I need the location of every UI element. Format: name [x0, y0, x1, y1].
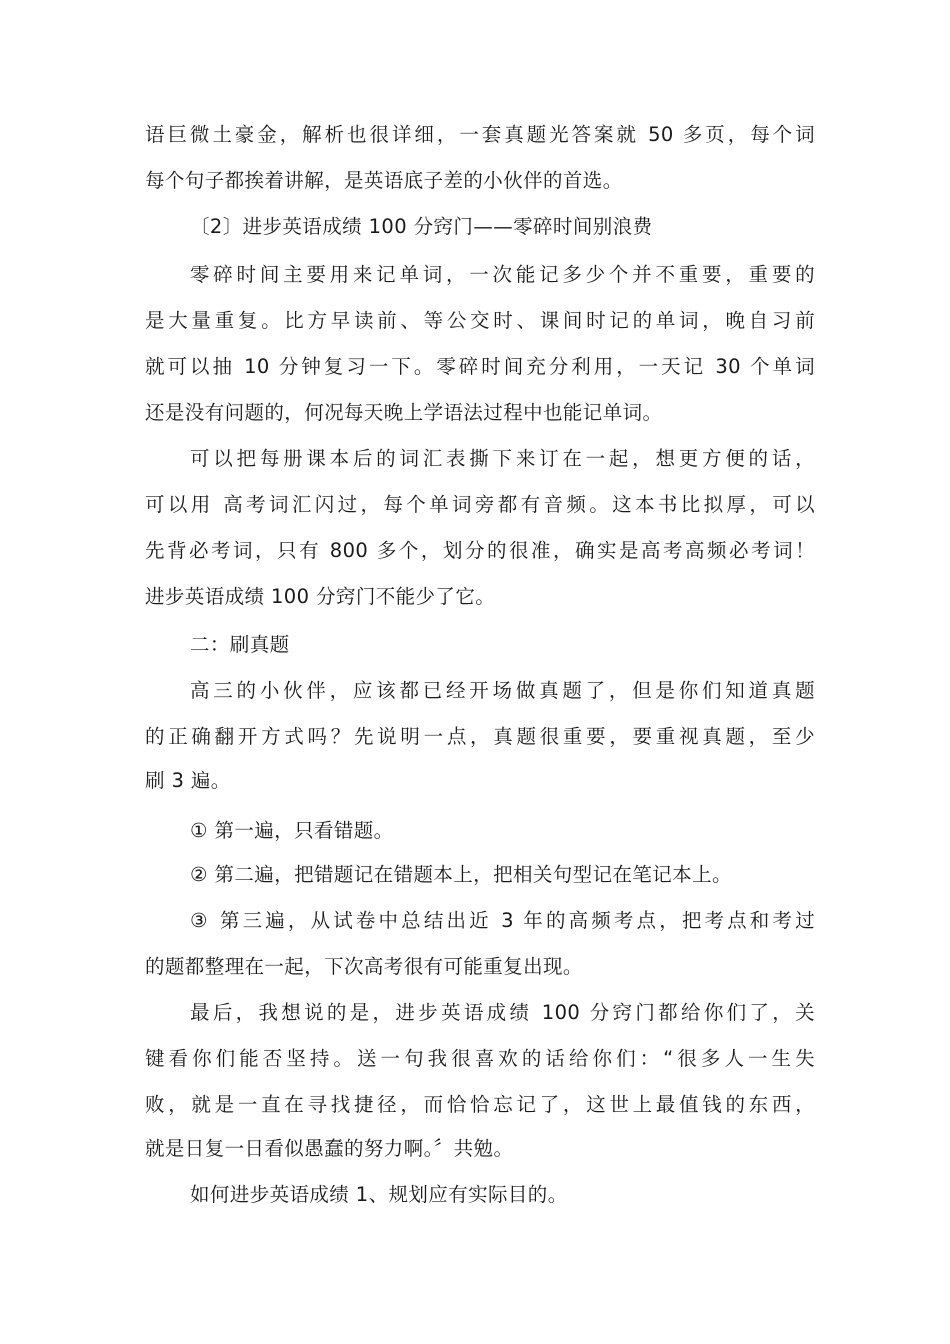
- paragraph-line: 最后，我想说的是，进步英语成绩 100 分窍门都给你们了，关: [190, 1001, 815, 1024]
- section-heading: 二：刷真题: [190, 633, 290, 656]
- list-item: ③ 第三遍，从试卷中总结出近 3 年的高频考点，把考点和考过: [190, 909, 815, 932]
- paragraph-line: 就可以抽 10 分钟复习一下。零碎时间充分利用，一天记 30 个单词: [145, 355, 815, 378]
- paragraph-line: 的题都整理在一起，下次高考很有可能重复出现。: [145, 955, 583, 978]
- paragraph-line: 先背必考词，只有 800 多个，划分的很准，确实是高考高频必考词！: [145, 539, 815, 562]
- paragraph-line: 可以用 高考词汇闪过，每个单词旁都有音频。这本书比拟厚，可以: [145, 493, 815, 516]
- paragraph-line: 键看你们能否坚持。送一句我很喜欢的话给你们：“很多人一生失: [145, 1047, 815, 1070]
- paragraph-line: 语巨微土豪金，解析也很详细，一套真题光答案就 50 多页，每个词: [145, 123, 815, 146]
- paragraph-line: 是大量重复。比方早读前、等公交时、课间时记的单词，晚自习前: [145, 309, 815, 332]
- paragraph-line: 每个句子都挨着讲解，是英语底子差的小伙伴的首选。: [145, 169, 623, 192]
- paragraph-line: 就是日复一日看似愚蠢的努力啊。〞共勉。: [145, 1137, 514, 1160]
- paragraph-line: 进步英语成绩 100 分窍门不能少了它。: [145, 585, 496, 608]
- paragraph-line: 可以把每册课本后的词汇表撕下来订在一起，想更方便的话，: [190, 447, 815, 470]
- paragraph-line: 如何进步英语成绩 1、规划应有实际目的。: [190, 1183, 568, 1206]
- list-item: ② 第二遍，把错题记在错题本上，把相关句型记在笔记本上。: [190, 863, 732, 886]
- paragraph-line: 的正确翻开方式吗？先说明一点，真题很重要，要重视真题，至少: [145, 725, 815, 748]
- list-item: ① 第一遍，只看错题。: [190, 819, 394, 842]
- paragraph-line: 还是没有问题的，何况每天晚上学语法过程中也能记单词。: [145, 401, 663, 424]
- paragraph-line: 高三的小伙伴，应该都已经开场做真题了，但是你们知道真题: [190, 679, 815, 702]
- paragraph-line: 零碎时间主要用来记单词，一次能记多少个并不重要，重要的: [190, 263, 815, 286]
- paragraph-line: 败，就是一直在寻找捷径，而恰恰忘记了，这世上最值钱的东西，: [145, 1093, 815, 1116]
- paragraph-line: 刷 3 遍。: [145, 769, 231, 792]
- section-heading: 〔2〕进步英语成绩 100 分窍门——零碎时间别浪费: [190, 215, 653, 238]
